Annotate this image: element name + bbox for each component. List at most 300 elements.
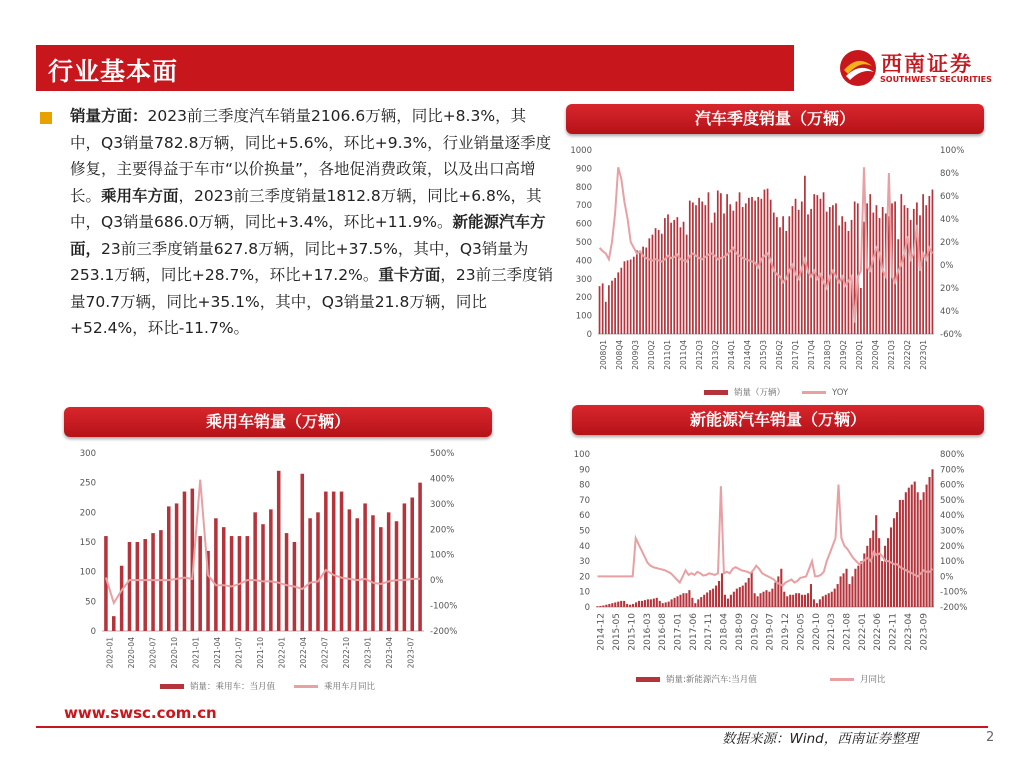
chart1-bar xyxy=(701,202,703,334)
chart3-bar xyxy=(674,598,676,607)
chart1-bar xyxy=(888,216,890,334)
chart3-ytick-right: 700% xyxy=(940,465,965,476)
chart3-bar xyxy=(878,538,880,607)
nev-text: 23前三季度销量627.8万辆，同比+37.5%，其中，Q3销量为253.1万辆，同比+28.7%，环比+17.2%。 xyxy=(70,239,529,284)
chart1-bar xyxy=(614,278,616,334)
chart1-xtick: 2019Q2 xyxy=(839,340,848,370)
chart2-bar xyxy=(222,527,226,631)
chart3-xtick: 2014-12 xyxy=(596,613,607,651)
chart1-bar xyxy=(736,202,738,334)
chart2-bar xyxy=(324,492,328,631)
chart1-ytick-left: 900 xyxy=(575,164,592,175)
chart2-ytick-left: 0 xyxy=(90,627,96,637)
chart3-bar xyxy=(917,492,919,607)
chart2-ytick-right: 500% xyxy=(430,449,455,459)
chart3-bar xyxy=(721,573,723,607)
chart3-bar xyxy=(789,595,791,607)
chart3-bar xyxy=(671,599,673,607)
chart3-bar xyxy=(736,589,738,607)
chart3-bar xyxy=(896,512,898,607)
chart3-bar xyxy=(682,593,684,607)
chart1-ytick-left: 0 xyxy=(586,330,592,340)
chart2-bar xyxy=(167,506,171,631)
chart3-bar xyxy=(608,604,610,607)
chart3-bar xyxy=(688,590,690,607)
data-source: 数据来源：Wind，西南证券整理 xyxy=(722,731,919,747)
chart2-bar xyxy=(340,492,344,631)
chart3-bar xyxy=(694,603,696,607)
chart1-bar xyxy=(704,205,706,334)
chart1-legend-bar-swatch xyxy=(704,390,728,395)
chart1-bar xyxy=(605,302,607,334)
chart1-bar xyxy=(751,197,753,334)
sales-label: 销量方面： xyxy=(70,107,148,125)
chart1-xtick: 2010Q2 xyxy=(647,340,656,370)
chart1-bar xyxy=(667,214,669,334)
chart1-bar xyxy=(897,239,899,334)
chart3-bar xyxy=(911,485,913,607)
chart2-bar xyxy=(355,518,359,631)
chart2-bar xyxy=(387,512,391,631)
chart1-xtick: 2013Q2 xyxy=(711,340,720,370)
chart3-bar xyxy=(757,596,759,607)
chart3-bar xyxy=(875,515,877,607)
chart1-bar xyxy=(829,207,831,334)
chart3-ytick-left: 80 xyxy=(579,480,590,491)
chart2-bar xyxy=(214,518,218,631)
chart3-xtick: 2020-10 xyxy=(811,613,822,651)
chart2-bar xyxy=(316,512,320,631)
chart3-bar xyxy=(662,603,664,607)
chart1-bar xyxy=(869,194,871,334)
chart2-bar xyxy=(269,509,273,631)
chart3-ytick-left: 70 xyxy=(579,495,590,506)
chart2-xtick: 2021-04 xyxy=(213,637,223,669)
page-title: 行业基本面 xyxy=(48,57,179,86)
chart1-bar xyxy=(686,235,688,334)
chart1-xtick: 2012Q3 xyxy=(695,340,704,370)
chart3-bar xyxy=(676,596,678,607)
chart3-bar xyxy=(679,595,681,607)
chart2-ytick-right: 100% xyxy=(430,550,455,561)
chart3-bar xyxy=(926,485,928,607)
chart1-ytick-left: 600 xyxy=(575,219,592,230)
chart1-xtick: 2016Q2 xyxy=(775,340,784,370)
chart2-bar xyxy=(253,512,257,631)
chart2-bar xyxy=(112,616,116,631)
chart3-bar xyxy=(798,593,800,607)
chart1-xtick: 2011Q4 xyxy=(679,340,688,370)
chart1-bar xyxy=(620,268,622,334)
chart2-xtick: 2022-10 xyxy=(341,637,351,669)
chart3-xtick: 2022-01 xyxy=(857,613,868,651)
chart2-xtick: 2021-10 xyxy=(256,637,265,669)
chart3-bar xyxy=(751,572,753,607)
chart1-bar xyxy=(876,205,878,334)
chart1-ytick-left: 700 xyxy=(575,201,592,212)
chart3-ytick-right: 100% xyxy=(940,557,965,568)
chart3-bar xyxy=(596,606,598,607)
chart3-bar xyxy=(742,586,744,607)
chart2-xtick: 2020-07 xyxy=(148,637,158,669)
chart3-bar xyxy=(748,578,750,607)
chart3-bar xyxy=(641,601,643,607)
chart3-bar xyxy=(786,596,788,607)
chart3-bar xyxy=(929,477,931,607)
chart1-xtick: 2018Q3 xyxy=(823,340,832,370)
chart3-bar xyxy=(644,600,646,607)
chart1-bar xyxy=(723,213,725,334)
logo-en-text: SOUTHWEST SECURITIES xyxy=(880,75,992,84)
chart2-bar xyxy=(301,474,305,631)
chart1-bar xyxy=(826,212,828,334)
chart3-bar xyxy=(801,595,803,607)
chart1-bar xyxy=(910,220,912,334)
truck-label: 重卡方面 xyxy=(378,266,441,284)
chart2-bar xyxy=(246,536,250,631)
chart3-bar xyxy=(866,546,868,607)
chart3-xtick: 2017-06 xyxy=(688,613,699,651)
chart1-xtick: 2014Q1 xyxy=(727,340,736,370)
chart3-bar xyxy=(647,599,649,607)
chart3-bar xyxy=(733,592,735,607)
chart1-xtick: 2017Q1 xyxy=(791,340,800,370)
chart3-bar xyxy=(754,593,756,607)
chart3-bar xyxy=(602,605,604,607)
chart3-xtick: 2019-07 xyxy=(765,613,776,651)
chart2-bar xyxy=(332,492,336,631)
chart3-bar xyxy=(727,599,729,607)
chart3-bar xyxy=(908,488,910,607)
chart1-bar xyxy=(717,190,719,334)
chart2-ytick-left: 200 xyxy=(79,508,96,519)
chart3-xtick: 2015-10 xyxy=(627,613,638,651)
chart3-ytick-left: 50 xyxy=(579,526,590,537)
chart2-legend-line-label: 乘用车月同比 xyxy=(324,682,376,692)
chart3-bar xyxy=(816,603,818,607)
chart3-bar xyxy=(840,576,842,607)
chart3-ytick-left: 0 xyxy=(584,603,590,613)
chart3-ytick-right: 600% xyxy=(940,480,965,491)
chart1-bar xyxy=(813,194,815,334)
chart1-bar xyxy=(732,211,734,334)
chart1-bar xyxy=(835,203,837,334)
chart1-bar xyxy=(664,218,666,334)
company-logo xyxy=(838,48,998,90)
chart2-xtick: 2022-07 xyxy=(320,637,330,669)
vehicle-quarterly-sales-chart xyxy=(562,140,982,402)
chart3-bar xyxy=(851,576,853,607)
chart3-ytick-right: 300% xyxy=(940,526,965,537)
chart3-xtick: 2017-01 xyxy=(673,613,684,651)
chart3-bar xyxy=(650,599,652,607)
chart3-bar xyxy=(810,584,812,607)
title-bar xyxy=(36,45,794,91)
chart1-bar xyxy=(916,202,918,334)
chart3-bar xyxy=(605,605,607,607)
chart2-bar xyxy=(175,503,179,631)
chart1-bar xyxy=(698,198,700,334)
bullet-icon xyxy=(40,112,52,124)
chart2-xtick: 2022-04 xyxy=(298,637,308,669)
chart2-bar xyxy=(395,521,399,631)
chart1-bar xyxy=(798,210,800,334)
chart3-bar xyxy=(792,595,794,607)
chart1-bar xyxy=(714,213,716,334)
chart3-legend-bar-label: 销量:新能源汽车:当月值 xyxy=(666,675,757,685)
chart1-ytick-right: 40% xyxy=(940,307,959,317)
chart3-bar xyxy=(614,602,616,607)
chart2-bar xyxy=(120,566,124,631)
chart1-xtick: 2017Q4 xyxy=(807,340,816,370)
chart2-bar xyxy=(151,533,155,631)
chart1-bar xyxy=(932,190,934,334)
chart3-bar xyxy=(845,569,847,607)
chart3-bar xyxy=(813,599,815,607)
chart3-bar xyxy=(804,595,806,607)
chart2-bar xyxy=(230,536,234,631)
footer-url[interactable]: www.swsc.com.cn xyxy=(64,704,217,722)
chart1-xtick: 2014Q4 xyxy=(743,340,752,370)
chart3-bar xyxy=(843,573,845,607)
chart1-xtick: 2015Q3 xyxy=(759,340,768,370)
chart2-xtick: 2023-01 xyxy=(363,637,373,669)
chart3-bar xyxy=(623,601,625,607)
chart1-ytick-right: 20% xyxy=(940,284,959,294)
chart2-bar xyxy=(285,533,289,631)
chart2-ytick-left: 250 xyxy=(79,478,96,489)
chart3-ytick-left: 10 xyxy=(579,587,590,598)
nev-label: 新能源汽车方面， xyxy=(70,213,546,258)
chart3-xtick: 2020-05 xyxy=(796,613,807,651)
chart3-xtick: 2023-09 xyxy=(919,613,930,651)
chart3-bar xyxy=(668,602,670,607)
chart1-ytick-left: 500 xyxy=(575,238,592,248)
chart2-bar xyxy=(136,542,140,631)
chart3-ytick-left: 90 xyxy=(579,465,590,476)
chart1-ytick-left: 400 xyxy=(575,256,592,267)
chart1-caption: 汽车季度销量（万辆） xyxy=(566,104,984,134)
chart2-bar xyxy=(403,503,407,631)
chart3-bar xyxy=(837,584,839,607)
chart2-bar xyxy=(363,503,367,631)
chart3-xtick: 2015-05 xyxy=(612,613,623,651)
chart3-bar xyxy=(887,538,889,607)
chart2-xtick: 2020-01 xyxy=(105,637,115,669)
chart3-ytick-left: 40 xyxy=(579,541,590,552)
sales-text: 2023前三季度汽车销量2106.6万辆，同比+8.3%，其中，Q3销量782.8万辆，同比+5.6%，环比+9.3%，行业销量逐季度修复，主要得益于车市“以价换量”，各地促消费政策，以及出口高增长。 xyxy=(70,107,552,205)
chart3-bar xyxy=(884,546,886,607)
chart2-bar xyxy=(143,539,147,631)
chart1-ytick-left: 800 xyxy=(575,182,592,193)
chart3-bar xyxy=(890,527,892,607)
chart3-bar xyxy=(620,601,622,607)
chart2-xtick: 2020-04 xyxy=(127,637,137,669)
chart1-bar xyxy=(795,199,797,334)
chart1-bar xyxy=(748,198,750,334)
chart1-bar xyxy=(720,193,722,334)
chart3-xtick: 2016-08 xyxy=(658,613,669,651)
chart3-xtick: 2021-03 xyxy=(827,613,838,651)
chart1-bar xyxy=(810,209,812,334)
chart3-bar xyxy=(780,569,782,607)
chart3-bar xyxy=(902,500,904,607)
chart3-bar xyxy=(762,592,764,607)
chart3-bar xyxy=(831,592,833,607)
truck-text: ，23前三季度销量70.7万辆，同比+35.1%，其中，Q3销量21.8万辆，同比+52.4%，环比-11.7%。 xyxy=(70,266,554,337)
chart3-bar xyxy=(632,604,634,607)
chart3-bar xyxy=(760,593,762,607)
chart3-xtick: 2017-11 xyxy=(704,613,715,651)
chart2-ytick-left: 100 xyxy=(79,567,96,578)
chart3-bar xyxy=(700,597,702,607)
chart3-xtick: 2023-04 xyxy=(903,613,914,651)
chart3-bar xyxy=(872,531,874,608)
chart3-xtick: 2021-08 xyxy=(842,613,853,651)
chart1-bar xyxy=(860,288,862,334)
passenger-car-sales-chart xyxy=(64,443,494,698)
chart3-bar xyxy=(931,469,933,607)
chart1-bar xyxy=(863,222,865,334)
chart1-bar xyxy=(879,218,881,334)
chart3-bar xyxy=(860,561,862,607)
chart3-bar xyxy=(825,595,827,607)
chart1-ytick-right: 80% xyxy=(940,169,959,179)
passenger-text: ，2023前三季度销量1812.8万辆，同比+6.8%，其中，Q3销量686.0万辆，同比+3.4%，环比+11.9%。 xyxy=(70,186,542,231)
chart3-bar xyxy=(665,602,667,607)
chart1-bar xyxy=(636,250,638,334)
chart3-bar xyxy=(765,590,767,607)
chart1-bar xyxy=(742,207,744,334)
chart3-bar xyxy=(691,598,693,607)
chart3-bar xyxy=(635,602,637,607)
chart1-bar xyxy=(788,216,790,334)
chart3-bar xyxy=(715,586,717,607)
chart1-bar xyxy=(676,217,678,334)
chart1-xtick: 2022Q2 xyxy=(903,340,912,370)
chart3-bar xyxy=(706,592,708,607)
chart3-bar xyxy=(656,598,658,607)
chart2-ytick-right: -100% xyxy=(430,601,458,612)
chart3-bar xyxy=(783,592,785,607)
chart1-ytick-right: 0% xyxy=(940,261,954,271)
chart1-ytick-right: 100% xyxy=(940,146,965,156)
chart3-bar xyxy=(703,595,705,607)
chart1-bar xyxy=(760,199,762,334)
chart3-bar xyxy=(819,599,821,607)
chart1-bar xyxy=(648,238,650,334)
chart3-bar xyxy=(638,601,640,607)
chart3-bar xyxy=(739,587,741,607)
chart2-bar xyxy=(183,492,187,631)
chart3-bar xyxy=(697,599,699,607)
chart1-xtick: 2011Q1 xyxy=(663,340,672,370)
chart3-legend-bar-swatch xyxy=(636,677,660,682)
page-number: 2 xyxy=(986,730,995,745)
chart3-xtick: 2016-03 xyxy=(642,613,653,651)
chart1-bar xyxy=(792,206,794,334)
chart1-bar xyxy=(754,201,756,334)
chart2-bar xyxy=(418,483,422,631)
chart1-bar xyxy=(823,192,825,334)
chart3-bar xyxy=(685,593,687,607)
chart1-bar xyxy=(639,253,641,334)
chart1-xtick: 2008Q4 xyxy=(615,340,624,370)
chart1-bar xyxy=(652,235,654,334)
chart2-xtick: 2022-01 xyxy=(277,637,287,669)
chart3-bar xyxy=(854,569,856,607)
chart1-bar xyxy=(922,194,924,334)
chart2-ytick-left: 150 xyxy=(79,538,96,548)
chart1-bar xyxy=(779,227,781,334)
chart1-bar xyxy=(661,234,663,334)
chart1-bar xyxy=(785,231,787,334)
chart1-bar xyxy=(726,194,728,334)
chart3-bar xyxy=(807,593,809,607)
chart3-ytick-right: 400% xyxy=(940,511,965,522)
chart3-bar xyxy=(718,581,720,607)
chart1-bar xyxy=(925,205,927,334)
chart1-xtick: 2020Q1 xyxy=(855,340,864,370)
chart3-bar xyxy=(920,500,922,607)
chart1-bar xyxy=(764,190,766,334)
chart1-bar xyxy=(655,228,657,334)
chart3-bar xyxy=(599,606,601,607)
chart1-bar xyxy=(913,209,915,334)
chart1-ytick-left: 300 xyxy=(575,274,592,285)
chart2-ytick-right: 200% xyxy=(430,525,455,536)
chart1-ytick-left: 200 xyxy=(575,293,592,304)
chart1-xtick: 2008Q1 xyxy=(599,340,608,370)
chart1-bar xyxy=(872,213,874,334)
chart3-xtick: 2019-12 xyxy=(781,613,792,651)
chart3-legend-line-label: 月同比 xyxy=(860,675,886,685)
chart3-ytick-right: 800% xyxy=(940,450,965,460)
chart3-ytick-left: 100 xyxy=(573,450,590,460)
chart1-bar xyxy=(689,201,691,334)
chart2-xtick: 2020-10 xyxy=(170,637,180,669)
nev-sales-chart xyxy=(564,445,988,695)
chart3-bar xyxy=(905,492,907,607)
chart2-bar xyxy=(348,509,352,631)
chart2-bar xyxy=(128,542,132,631)
chart1-bar xyxy=(844,222,846,334)
chart2-xtick: 2023-07 xyxy=(406,637,416,669)
chart2-xtick: 2021-07 xyxy=(234,637,244,669)
chart3-bar xyxy=(629,605,631,607)
chart1-bar xyxy=(782,216,784,334)
chart1-bar xyxy=(820,199,822,334)
chart2-bar xyxy=(410,498,414,632)
chart2-ytick-right: -200% xyxy=(430,627,458,637)
chart3-bar xyxy=(777,576,779,607)
chart1-bar xyxy=(739,192,741,334)
chart1-bar xyxy=(745,203,747,334)
chart1-bar xyxy=(627,260,629,334)
chart3-bar xyxy=(869,538,871,607)
chart1-xtick: 2021Q3 xyxy=(887,340,896,370)
chart1-bar xyxy=(708,192,710,334)
chart2-bar xyxy=(379,527,383,631)
chart3-ytick-right: 200% xyxy=(940,541,965,552)
chart3-xtick: 2018-09 xyxy=(734,613,745,651)
chart3-xtick: 2019-02 xyxy=(750,613,761,651)
chart3-bar xyxy=(617,602,619,607)
chart1-bar xyxy=(642,247,644,334)
chart3-ytick-right: -200% xyxy=(940,603,968,613)
chart3-bar xyxy=(659,601,661,607)
chart2-ytick-right: 300% xyxy=(430,499,455,510)
